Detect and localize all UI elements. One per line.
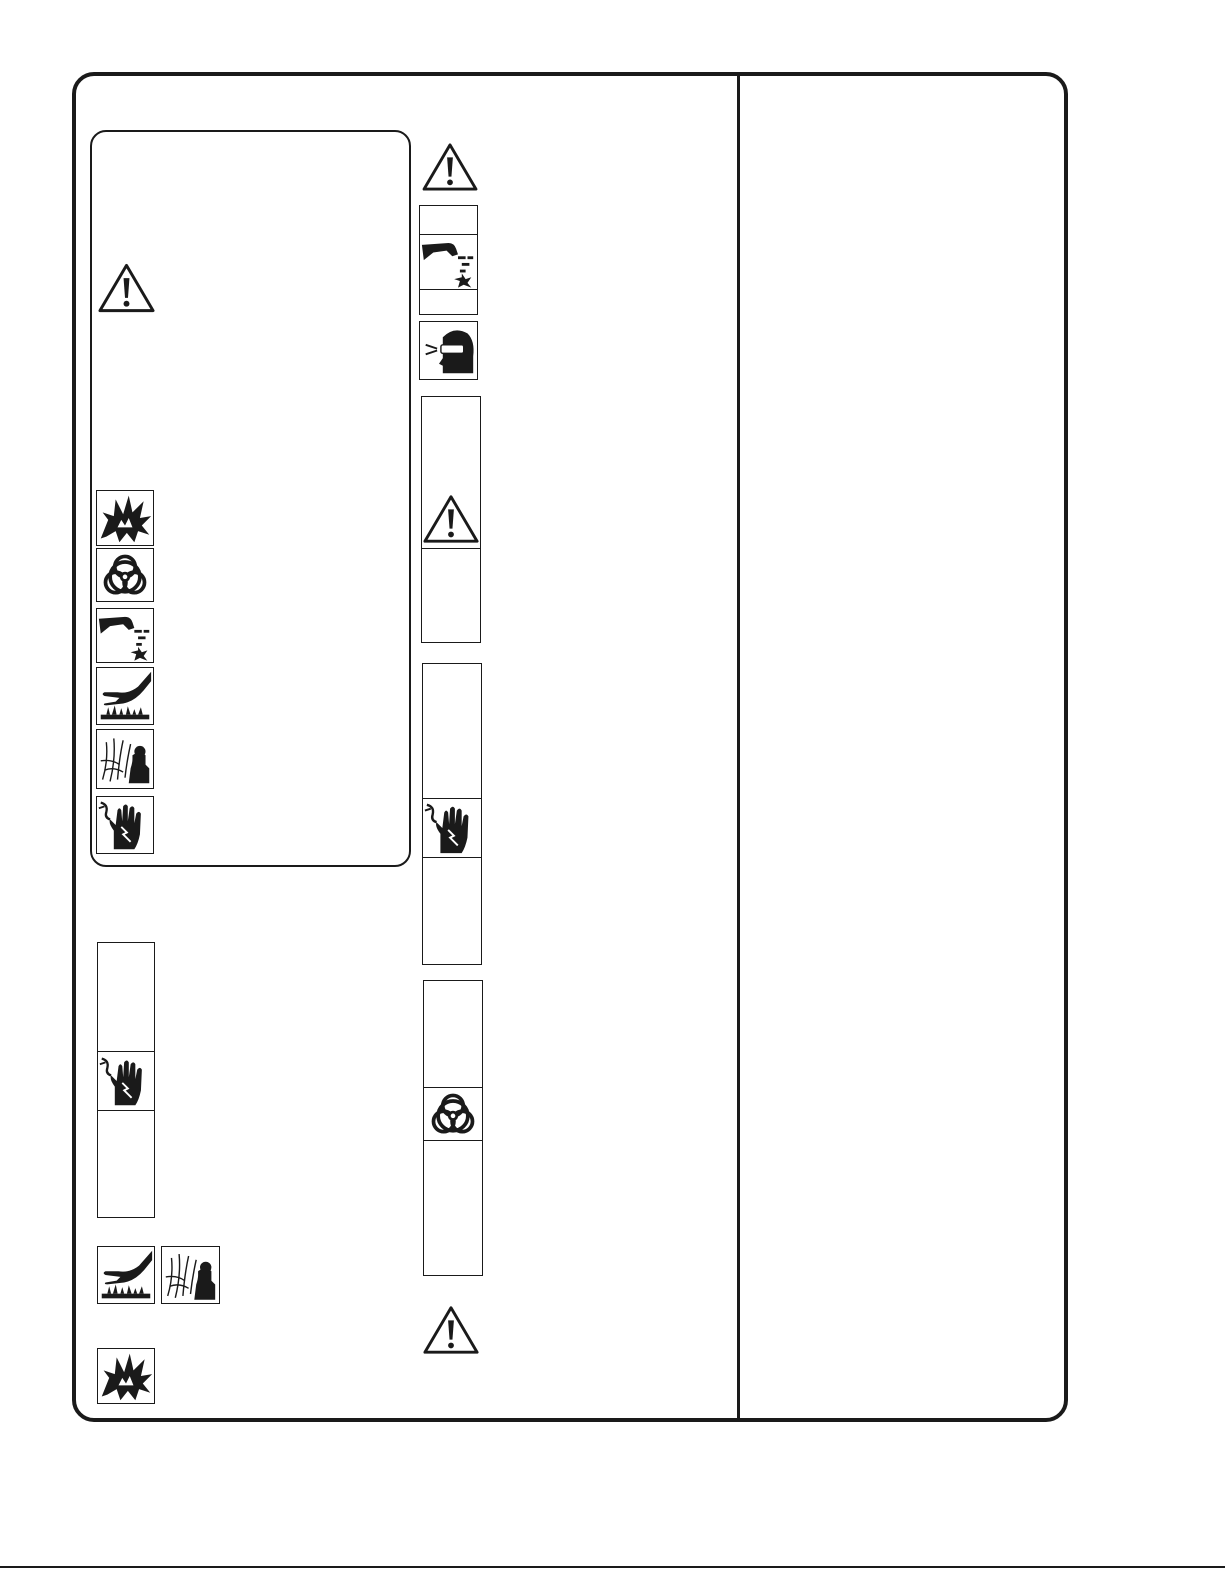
moving-parts-entanglement-icon: [420, 234, 477, 290]
pressurized-spray-icon: [96, 729, 154, 789]
electrical-hazard-strip: [422, 663, 482, 965]
biohazard-strip: [423, 980, 483, 1276]
warning-triangle-icon: [422, 489, 480, 549]
biohazard-icon: [424, 1087, 482, 1141]
warning-strip: [421, 396, 481, 643]
pressurized-spray-icon: [161, 1246, 220, 1304]
electrical-hazard-strip: [97, 942, 155, 1218]
right-column: [742, 76, 1064, 1418]
electrical-shock-icon: [423, 798, 481, 858]
warning-triangle-icon: [421, 142, 479, 192]
explosion-hazard-icon: [97, 1348, 155, 1404]
eye-protection-icon: [419, 321, 478, 380]
moving-parts-entanglement-icon: [96, 608, 154, 663]
column-divider: [737, 74, 740, 1420]
warning-triangle-icon: [422, 1304, 480, 1356]
hot-surface-icon: [97, 1246, 155, 1304]
warning-triangle-icon: [97, 262, 156, 314]
hot-surface-icon: [96, 667, 154, 725]
entanglement-strip: [419, 205, 478, 315]
footer-rule: [0, 1566, 1225, 1568]
electrical-shock-icon: [98, 1051, 154, 1111]
electrical-shock-icon: [96, 796, 154, 854]
explosion-hazard-icon: [96, 490, 154, 546]
biohazard-icon: [96, 548, 154, 602]
